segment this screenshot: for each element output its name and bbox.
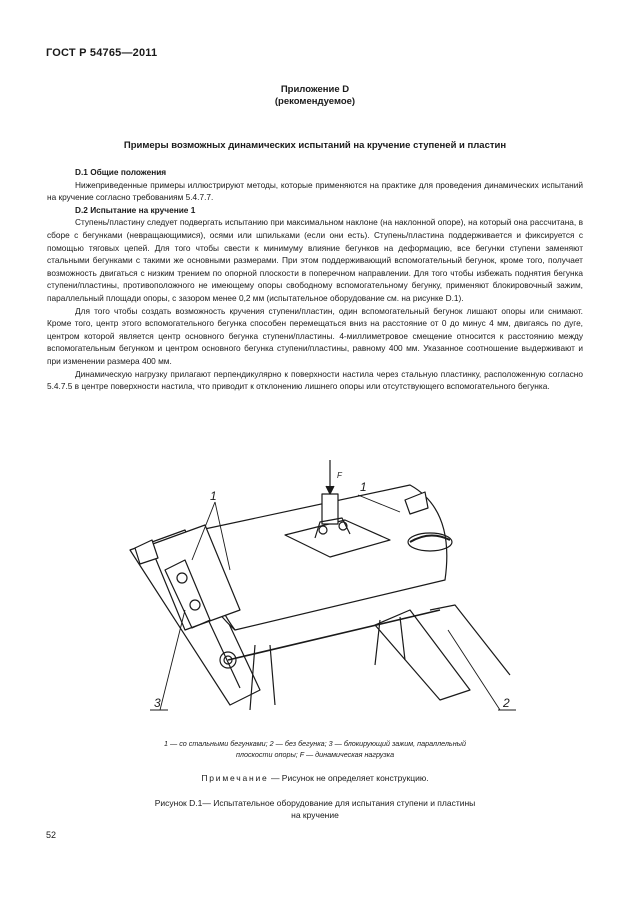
section-d1-heading: D.1 Общие положения — [75, 167, 167, 177]
section-d2-paragraph-1: Ступень/пластину следует подвергать испытанию при максимальном наклоне (на наклонной опоре), на который она рассчитана, в сборе с бегунками (невращающимися), осями или шпильками (если они есть). Ступень/пластина поддерживается и фиксируется с помощью тяговых цепей. Для того чтобы свести к минимуму влияние бегунков на деформацию, все бегунки ступени заменяют стальными бегунками с такими же основными размерами. При этом поддерживающий вспомогательный бегунок, кроме того, получает возможность двигаться с низким трением по опорной плоскости в поперечном направлении. Для того чтобы избежать поднятия бегунка ступени/пластины, противоположного не имеющему опоры свободному вспомогательному бегунку, применяют блокировочный зажим, параллельный площади опоры, с зазором менее 0,2 мм (испытательное оборудование см. на рисунке D.1). — [47, 217, 583, 303]
annex-status: (рекомендуемое) — [274, 96, 356, 107]
force-label: F — [337, 471, 342, 480]
callout-2: 2 — [503, 696, 510, 710]
standard-id: ГОСТ Р 54765—2011 — [46, 47, 158, 59]
note-text: — Рисунок не определяет конструкцию. — [268, 773, 429, 783]
note-label: Примечание — [201, 773, 269, 783]
figure-caption-line-2: на кручение — [291, 810, 339, 820]
page-number: 52 — [46, 830, 57, 840]
callout-1-right: 1 — [360, 480, 367, 494]
figure-legend-line-2: плоскости опоры; F — динамическая нагрузка — [235, 750, 395, 759]
figure-caption — [0, 797, 630, 821]
section-d2-paragraph-3: Динамическую нагрузку прилагают перпендикулярно к поверхности настила через стальную пластинку, расположенную согласно 5.4.7.5 в центре поверхности настила, что приводит к отклонению лишнего опоры или отсутствующего вспомогательного бегунка. — [47, 368, 583, 392]
callout-3: 3 — [154, 696, 161, 710]
figure-legend — [110, 738, 520, 760]
section-d2-heading: D.2 Испытание на кручение 1 — [75, 204, 196, 215]
section-d1-paragraph: Нижеприведенные примеры иллюстрируют методы, которые применяются на практике для проведения динамических испытаний на кручение согласно требованиям 5.4.7.7. — [47, 179, 583, 203]
body-text — [47, 166, 583, 393]
figure-note — [0, 773, 630, 783]
figure-caption-line-1: Рисунок D.1— Испытательное оборудование для испытания ступени и пластины — [154, 798, 476, 808]
annex-title: Приложение D — [280, 84, 350, 95]
figure-legend-line-1: 1 — со стальными бегунками; 2 — без бегунка; 3 — блокирующий зажим, параллельный — [164, 739, 466, 748]
section-d2-paragraph-2: Для того чтобы создать возможность кручения ступени/пластин, один вспомогательный бегунок лишают опоры или снимают. Кроме того, центр этого вспомогательного бегунка способен перемещаться вниз на расстояние от 0 до минус 4 мм, двигаясь по дуге, центром которой является центр основного бегунка ступени/пластины. 4-миллиметровое смещение относится к расстоянию между вспомогательным бегунком и центром основного бегунка ступени/пластины, равному 400 мм. Указанное соотношение выдерживают и при изменении размера 400 мм. — [47, 305, 583, 366]
test-rig-drawing — [110, 460, 530, 730]
annex-main-title: Примеры возможных динамических испытаний на кручение ступеней и пластин — [123, 140, 507, 151]
callout-1-left: 1 — [210, 489, 217, 503]
